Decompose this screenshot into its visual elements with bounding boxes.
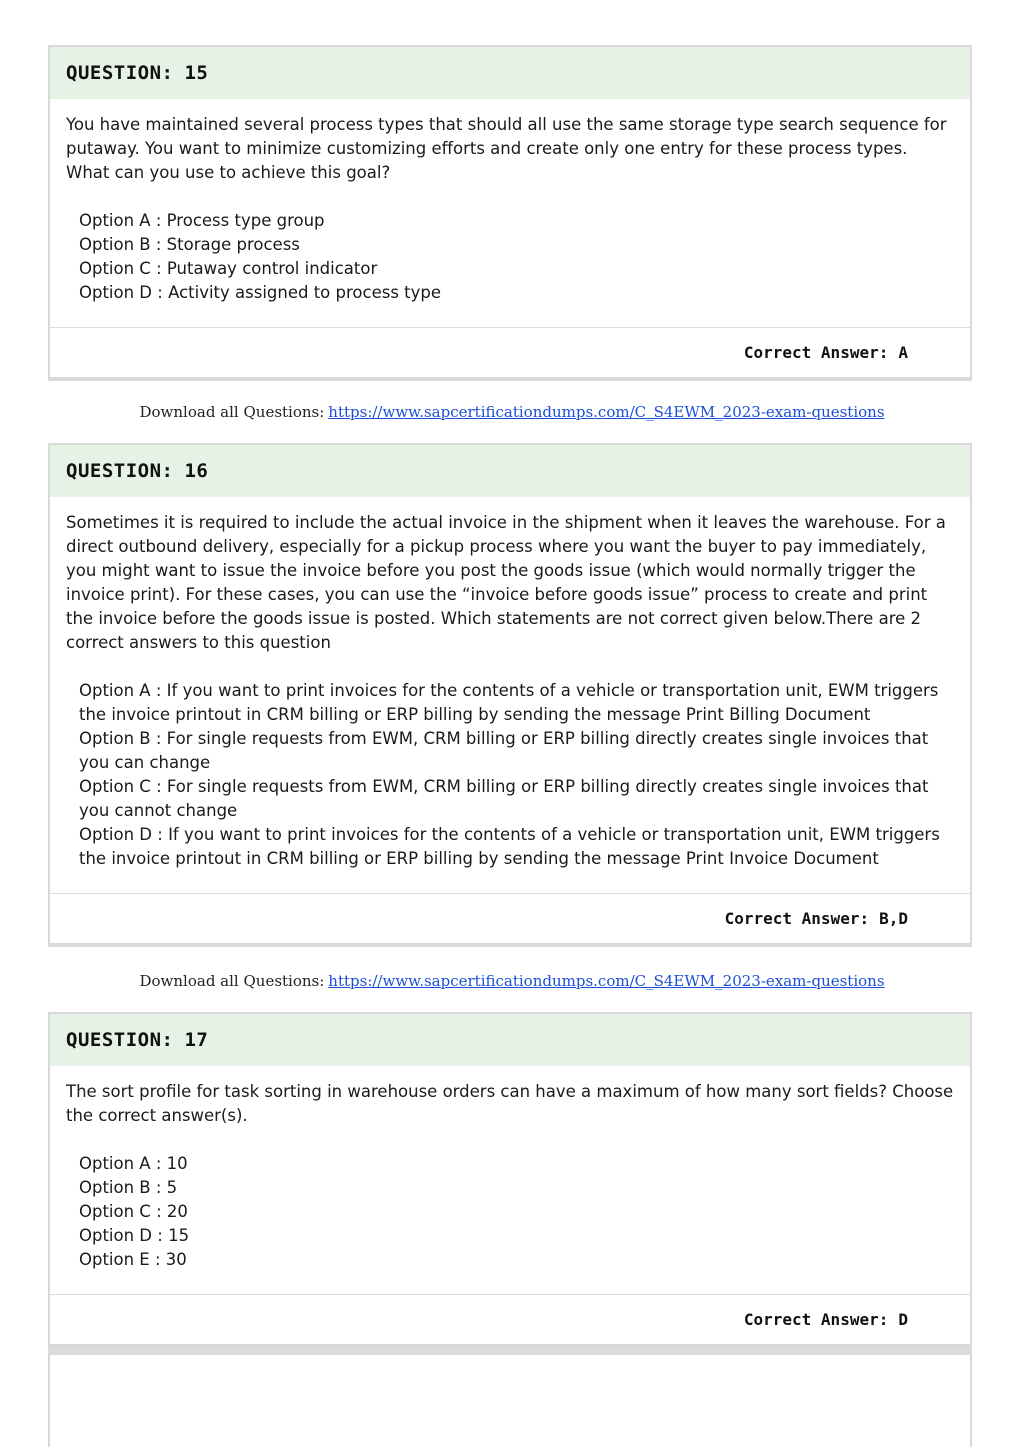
question-header [50, 47, 970, 99]
option-item: Option D : If you want to print invoices for the contents of a vehicle or transportation unit, EWM triggers the invoice printout in CRM billing or ERP billing by sending the message Print Invoice Document [79, 825, 940, 868]
answer-label: Correct Answer: [724, 909, 870, 928]
download-line [0, 403, 1024, 421]
option-item: Option C : 20 [79, 1202, 188, 1221]
question-body [50, 497, 970, 894]
question-text: Sometimes it is required to include the actual invoice in the shipment when it leaves the warehouse. For a direct outbound delivery, especially for a pickup process where you want the buyer to pay immediately, you might want to issue the invoice before you post the goods issue (which would normally trigger the invoice print). For these cases, you can use the “invoice before goods issue” process to create and print the invoice before the goods issue is posted. Which statements are not correct given below.There are 2 correct answers to this question [66, 513, 946, 652]
option-item: Option A : Process type group [79, 211, 325, 230]
answer-value: B,D [879, 909, 908, 928]
answer-row [50, 328, 970, 377]
answer-label: Correct Answer: [743, 343, 889, 362]
download-label: Download all Questions: [139, 403, 325, 421]
download-label: Download all Questions: [139, 972, 325, 990]
option-item: Option D : Activity assigned to process type [79, 283, 442, 302]
download-link[interactable]: https://www.sapcertificationdumps.com/C_S4EWM_2023-exam-questions [328, 972, 885, 990]
option-item: Option C : For single requests from EWM, CRM billing or ERP billing directly creates single invoices that you cannot change [79, 777, 929, 820]
question-body [50, 99, 970, 328]
option-item: Option D : 15 [79, 1226, 190, 1245]
question-card [48, 45, 972, 381]
option-item: Option A : If you want to print invoices for the contents of a vehicle or transportation unit, EWM triggers the invoice printout in CRM billing or ERP billing by sending the message Print Billing Document [79, 681, 939, 724]
option-item: Option C : Putaway control indicator [79, 259, 378, 278]
question-label: QUESTION: [66, 460, 174, 482]
option-item: Option B : 5 [79, 1178, 178, 1197]
question-body [50, 1066, 970, 1295]
question-label: QUESTION: [66, 62, 174, 84]
question-label: QUESTION: [66, 1029, 174, 1051]
option-list [66, 209, 954, 305]
question-number: 15 [184, 62, 209, 84]
answer-value: A [898, 343, 908, 362]
answer-value: D [898, 1310, 908, 1329]
question-number: 16 [184, 460, 209, 482]
answer-label: Correct Answer: [743, 1310, 889, 1329]
download-link[interactable]: https://www.sapcertificationdumps.com/C_S4EWM_2023-exam-questions [328, 403, 885, 421]
option-list [66, 679, 954, 871]
question-card [48, 443, 972, 947]
question-number: 17 [184, 1029, 209, 1051]
answer-row [50, 1295, 970, 1344]
answer-row [50, 894, 970, 943]
option-item: Option B : For single requests from EWM, CRM billing or ERP billing directly creates single invoices that you can change [79, 729, 929, 772]
question-header [50, 445, 970, 497]
download-line [0, 972, 1024, 990]
next-question-card [48, 1347, 972, 1447]
option-item: Option E : 30 [79, 1250, 187, 1269]
question-card [48, 1012, 972, 1348]
question-header [50, 1014, 970, 1066]
question-text: You have maintained several process types that should all use the same storage type search sequence for putaway. You want to minimize customizing efforts and create only one entry for these process types. What can you use to achieve this goal? [66, 115, 947, 182]
option-list [66, 1152, 954, 1272]
option-item: Option B : Storage process [79, 235, 300, 254]
question-text: The sort profile for task sorting in warehouse orders can have a maximum of how many sort fields? Choose the correct answer(s). [66, 1082, 954, 1125]
option-item: Option A : 10 [79, 1154, 188, 1173]
